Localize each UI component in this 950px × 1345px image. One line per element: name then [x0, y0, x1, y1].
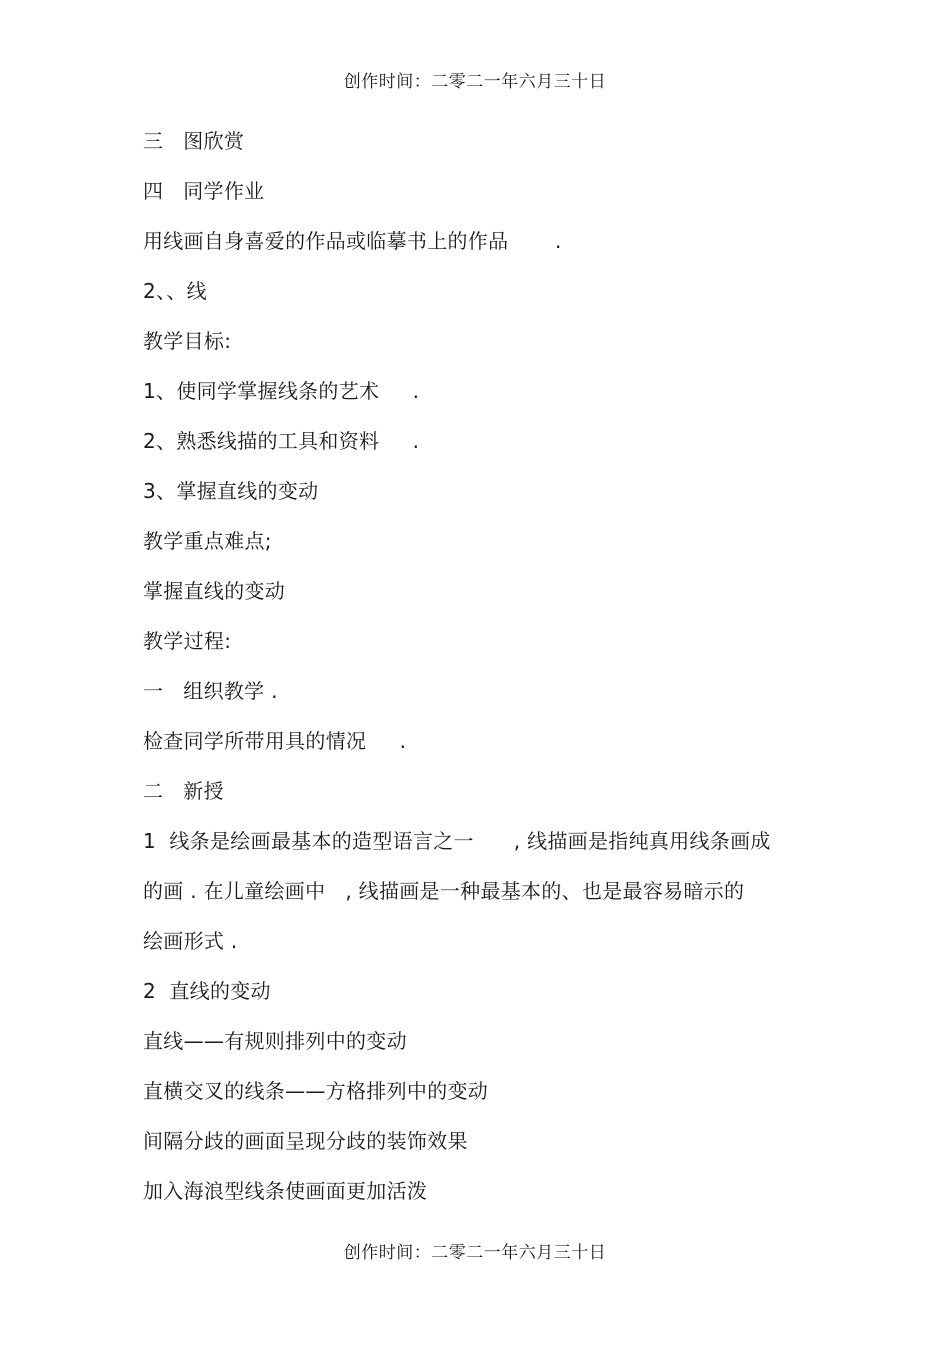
text-line: 检查同学所带用具的情况 .	[143, 729, 407, 753]
text-line: 2 直线的变动	[143, 979, 271, 1003]
text-line: 一 组织教学 .	[143, 679, 278, 703]
text-line: 间隔分歧的画面呈现分歧的装饰效果	[143, 1129, 468, 1153]
text-line: 教学过程:	[143, 629, 232, 653]
text-line: 三 图欣赏	[143, 129, 245, 153]
page-footer: 创作时间：二零二一年六月三十日	[343, 1243, 607, 1263]
text-line: 用线画自身喜爱的作品或临摹书上的作品 .	[143, 229, 562, 253]
text-line: 直线——有规则排列中的变动	[143, 1029, 407, 1053]
text-line: 教学重点难点;	[143, 529, 272, 553]
text-line: 3、掌握直线的变动	[143, 479, 319, 503]
document-body	[143, 128, 823, 1228]
page-header: 创作时间：二零二一年六月三十日	[343, 72, 607, 92]
text-line: 四 同学作业	[143, 179, 265, 203]
text-line: 的画 . 在儿童绘画中 , 线描画是一种最基本的、也是最容易暗示的	[143, 879, 745, 903]
text-line: 2、熟悉线描的工具和资料 .	[143, 429, 420, 453]
text-line: 教学目标:	[143, 329, 232, 353]
text-line: 直横交叉的线条——方格排列中的变动	[143, 1079, 489, 1103]
text-line: 1 线条是绘画最基本的造型语言之一 , 线描画是指纯真用线条画成	[143, 829, 771, 853]
text-line: 绘画形式 .	[143, 929, 238, 953]
text-line: 1、使同学掌握线条的艺术 .	[143, 379, 420, 403]
text-line: 掌握直线的变动	[143, 579, 286, 603]
text-line: 二 新授	[143, 779, 224, 803]
text-line: 加入海浪型线条使画面更加活泼	[143, 1179, 428, 1203]
text-line: 2、、线	[143, 279, 207, 303]
